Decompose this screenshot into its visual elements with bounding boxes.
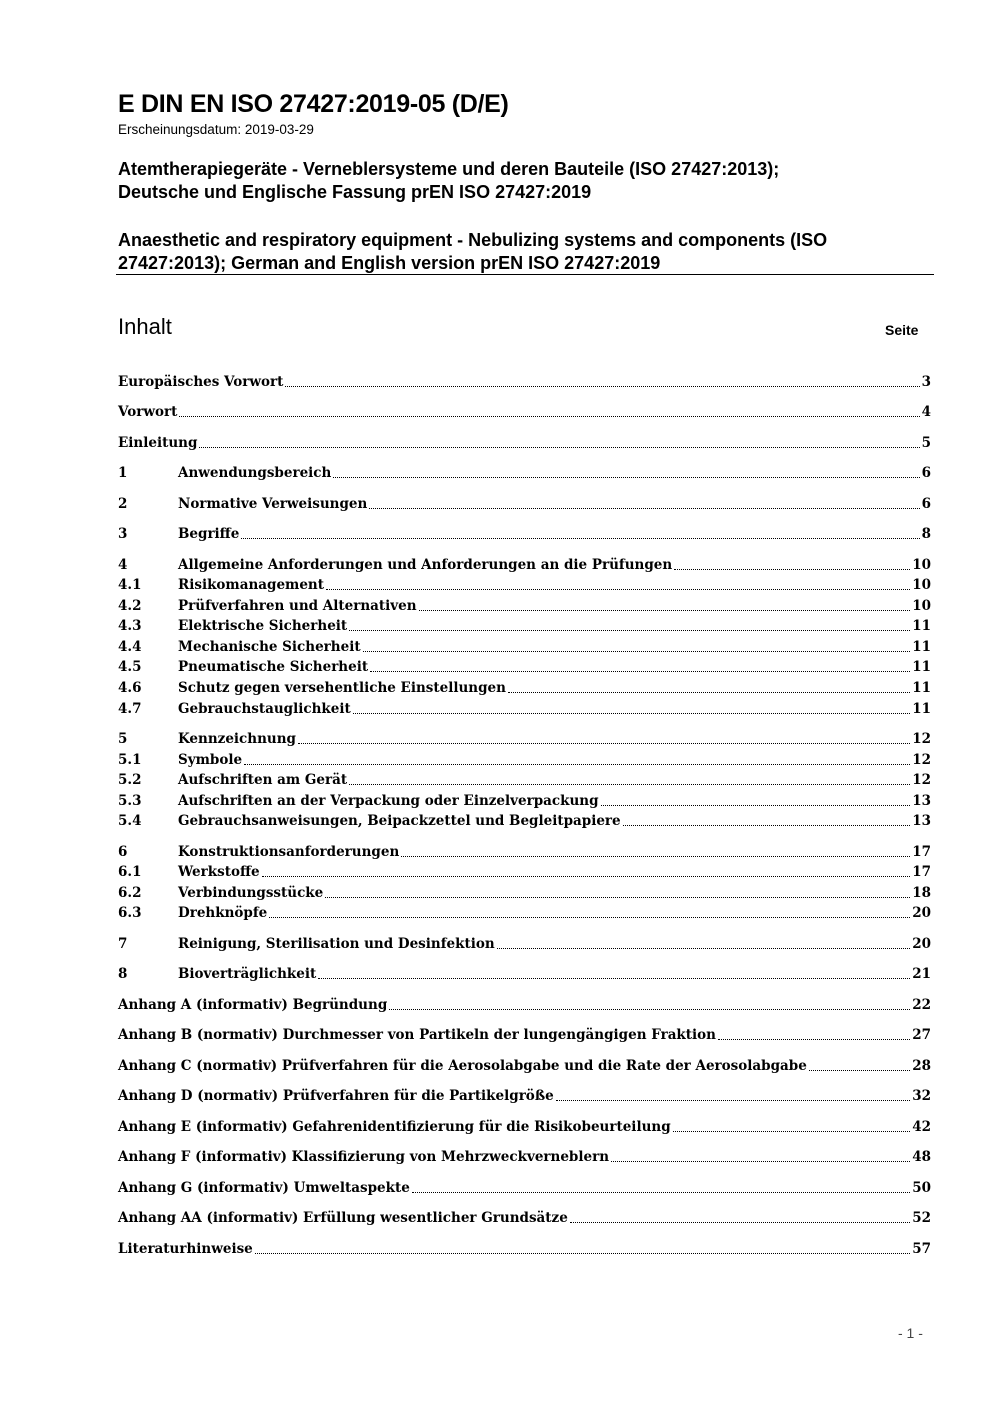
toc-heading: Inhalt	[118, 314, 172, 339]
toc-dot-leader	[674, 569, 910, 570]
toc-dot-leader	[401, 856, 910, 857]
toc-entry-number: 6	[118, 844, 128, 860]
toc-entry-title: Anhang A (informativ) Begründung	[118, 997, 388, 1013]
toc-entry-page: 12	[912, 752, 931, 768]
toc-entry[interactable]	[118, 1178, 931, 1198]
toc-entry-number: 1	[118, 465, 128, 481]
toc-entry-title: Anhang B (normativ) Durchmesser von Partikeln der lungengängigen Fraktion	[118, 1027, 716, 1043]
toc-entry-page: 20	[912, 936, 931, 952]
toc-entry-page: 6	[921, 496, 931, 512]
toc-dot-leader	[809, 1070, 910, 1071]
toc-entry-page: 6	[921, 465, 931, 481]
toc-entry-title: Pneumatische Sicherheit	[178, 659, 369, 675]
toc-entry-title: Anhang F (informativ) Klassifizierung von Mehrzweckverneblern	[118, 1149, 610, 1165]
toc-dot-leader	[298, 743, 910, 744]
toc-dot-leader	[199, 447, 919, 448]
toc-entry-page: 10	[912, 577, 931, 593]
toc-entry-number: 7	[118, 936, 128, 952]
title-german-line-2: Deutsche und Englische Fassung prEN ISO 27427:2019	[118, 182, 592, 202]
toc-entry-number: 5.3	[118, 793, 142, 809]
toc-dot-leader	[419, 610, 911, 611]
toc-dot-leader	[285, 386, 919, 387]
toc-dot-leader	[673, 1131, 911, 1132]
toc-entry-number: 2	[118, 496, 128, 512]
toc-entry[interactable]	[118, 372, 931, 392]
toc-entry[interactable]	[118, 575, 931, 595]
toc-entry[interactable]	[118, 1208, 931, 1228]
toc-entry[interactable]	[118, 657, 931, 677]
toc-dot-leader	[570, 1222, 910, 1223]
toc-entry[interactable]	[118, 934, 931, 954]
toc-entry-number: 3	[118, 526, 128, 542]
toc-entry-page: 5	[921, 435, 931, 451]
toc-dot-leader	[325, 897, 910, 898]
toc-dot-leader	[497, 948, 911, 949]
toc-dot-leader	[326, 589, 910, 590]
toc-entry-page: 11	[912, 639, 931, 655]
toc-entry[interactable]	[118, 729, 931, 749]
page-number: - 1 -	[898, 1325, 923, 1341]
toc-entry-title: Aufschriften am Gerät	[178, 772, 348, 788]
toc-entry[interactable]	[118, 750, 931, 770]
toc-dot-leader	[601, 805, 911, 806]
toc-entry[interactable]	[118, 433, 931, 453]
toc-entry-page: 10	[912, 598, 931, 614]
toc-entry-page: 12	[912, 772, 931, 788]
toc-entry-page: 42	[912, 1119, 931, 1135]
toc-entry-title: Aufschriften an der Verpackung oder Einzelverpackung	[178, 793, 599, 809]
toc-entry[interactable]	[118, 842, 931, 862]
toc-entry-number: 4.3	[118, 618, 142, 634]
toc-entry-number: 4.5	[118, 659, 142, 675]
toc-entry-title: Anhang E (informativ) Gefahrenidentifizierung für die Risikobeurteilung	[118, 1119, 671, 1135]
toc-entry[interactable]	[118, 964, 931, 984]
title-english-line-1: Anaesthetic and respiratory equipment - Nebulizing systems and components (ISO	[118, 230, 828, 250]
toc-entry[interactable]	[118, 494, 931, 514]
toc-entry-number: 4.7	[118, 701, 142, 717]
toc-entry-title: Werkstoffe	[178, 864, 260, 880]
toc-entry-number: 5.1	[118, 752, 142, 768]
toc-entry-title: Drehknöpfe	[178, 905, 268, 921]
toc-dot-leader	[349, 784, 910, 785]
toc-entry-page: 13	[912, 793, 931, 809]
toc-entry-number: 5	[118, 731, 128, 747]
toc-dot-leader	[363, 651, 911, 652]
toc-dot-leader	[718, 1039, 910, 1040]
title-german-line-1: Atemtherapiegeräte - Verneblersysteme und deren Bauteile (ISO 27427:2013);	[118, 159, 780, 179]
toc-entry-number: 4.1	[118, 577, 142, 593]
toc-entry-title: Schutz gegen versehentliche Einstellungen	[178, 680, 506, 696]
toc-entry[interactable]	[118, 555, 931, 575]
toc-entry-title: Anhang C (normativ) Prüfverfahren für die Aerosolabgabe und die Rate der Aerosolabgabe	[118, 1058, 807, 1074]
toc-entry-title: Gebrauchstauglichkeit	[178, 701, 351, 717]
toc-entry[interactable]	[118, 616, 931, 636]
toc-entry-page: 52	[912, 1210, 931, 1226]
toc-dot-leader	[389, 1009, 910, 1010]
toc-entry-number: 6.2	[118, 885, 142, 901]
toc-entry[interactable]	[118, 811, 931, 831]
toc-entry-page: 20	[912, 905, 931, 921]
toc-entry-number: 5.2	[118, 772, 142, 788]
toc-entry-title: Elektrische Sicherheit	[178, 618, 348, 634]
toc-entry[interactable]	[118, 862, 931, 882]
toc-entry-number: 6.1	[118, 864, 142, 880]
toc-entry-page: 18	[912, 885, 931, 901]
toc-dot-leader	[179, 416, 919, 417]
toc-entry[interactable]	[118, 402, 931, 422]
toc-entry-number: 5.4	[118, 813, 142, 829]
toc-entry-page: 11	[912, 659, 931, 675]
toc-entry-title: Verbindungsstücke	[178, 885, 324, 901]
toc-entry-page: 22	[912, 997, 931, 1013]
toc-entry[interactable]	[118, 637, 931, 657]
toc-entry-number: 4	[118, 557, 128, 573]
toc-entry-title: Anhang D (normativ) Prüfverfahren für die Partikelgröße	[118, 1088, 554, 1104]
toc-entry-page: 57	[912, 1241, 931, 1257]
toc-page-column-label: Seite	[885, 322, 919, 338]
toc-entry[interactable]	[118, 1025, 931, 1045]
toc-entry-title: Symbole	[178, 752, 243, 768]
toc-entry-number: 4.6	[118, 680, 142, 696]
title-english	[118, 229, 938, 275]
toc-entry-page: 3	[921, 374, 931, 390]
toc-entry-page: 50	[912, 1180, 931, 1196]
toc-entry[interactable]	[118, 678, 931, 698]
toc-entry-title: Allgemeine Anforderungen und Anforderungen an die Prüfungen	[178, 557, 673, 573]
toc-entry-title: Literaturhinweise	[118, 1241, 253, 1257]
toc-entry[interactable]	[118, 596, 931, 616]
header-divider	[116, 274, 934, 275]
toc-dot-leader	[269, 917, 910, 918]
title-english-line-2: 27427:2013); German and English version prEN ISO 27427:2019	[118, 253, 661, 273]
toc-dot-leader	[244, 764, 910, 765]
toc-entry[interactable]	[118, 1239, 931, 1259]
toc-entry-page: 12	[912, 731, 931, 747]
title-german	[118, 158, 938, 204]
toc-entry[interactable]	[118, 770, 931, 790]
toc-entry-number: 8	[118, 966, 128, 982]
toc-entry-title: Mechanische Sicherheit	[178, 639, 361, 655]
toc-entry-title: Anhang G (informativ) Umweltaspekte	[118, 1180, 410, 1196]
toc-entry[interactable]	[118, 883, 931, 903]
toc-entry-title: Bioverträglichkeit	[178, 966, 317, 982]
toc-entry-number: 4.2	[118, 598, 142, 614]
toc-entry[interactable]	[118, 903, 931, 923]
toc-entry-page: 21	[912, 966, 931, 982]
document-id: E DIN EN ISO 27427:2019-05 (D/E)	[118, 90, 509, 118]
toc-entry-page: 48	[912, 1149, 931, 1165]
toc-entry[interactable]	[118, 463, 931, 483]
toc-entry[interactable]	[118, 1086, 931, 1106]
toc-entry-number: 4.4	[118, 639, 142, 655]
toc-entry-title: Einleitung	[118, 435, 198, 451]
toc-entry[interactable]	[118, 791, 931, 811]
toc-entry[interactable]	[118, 1147, 931, 1167]
toc-entry-page: 32	[912, 1088, 931, 1104]
toc-entry-page: 28	[912, 1058, 931, 1074]
toc-entry-page: 17	[912, 864, 931, 880]
toc-dot-leader	[349, 630, 910, 631]
toc-entry-title: Kennzeichnung	[178, 731, 296, 747]
toc-entry-title: Vorwort	[118, 404, 178, 420]
toc-entry-page: 11	[912, 618, 931, 634]
toc-entry-title: Prüfverfahren und Alternativen	[178, 598, 417, 614]
toc-dot-leader	[556, 1100, 911, 1101]
toc-entry-title: Gebrauchsanweisungen, Beipackzettel und Begleitpapiere	[178, 813, 621, 829]
toc-dot-leader	[262, 876, 911, 877]
toc-dot-leader	[611, 1161, 910, 1162]
toc-entry-page: 27	[912, 1027, 931, 1043]
toc-dot-leader	[369, 508, 919, 509]
toc-entry-page: 11	[912, 701, 931, 717]
toc-dot-leader	[508, 692, 910, 693]
toc-entry-page: 8	[921, 526, 931, 542]
toc-entry-title: Normative Verweisungen	[178, 496, 368, 512]
toc-entry-title: Europäisches Vorwort	[118, 374, 284, 390]
toc-dot-leader	[412, 1192, 910, 1193]
toc-entry-page: 13	[912, 813, 931, 829]
toc-entry[interactable]	[118, 1117, 931, 1137]
toc-dot-leader	[255, 1253, 910, 1254]
toc-entry[interactable]	[118, 699, 931, 719]
publication-date: Erscheinungsdatum: 2019-03-29	[118, 122, 314, 137]
toc-dot-leader	[333, 477, 919, 478]
toc-entry-title: Reinigung, Sterilisation und Desinfektion	[178, 936, 495, 952]
toc-entry-title: Anwendungsbereich	[178, 465, 332, 481]
toc-dot-leader	[370, 671, 910, 672]
toc-entry-page: 10	[912, 557, 931, 573]
toc-dot-leader	[318, 978, 910, 979]
toc-entry-title: Konstruktionsanforderungen	[178, 844, 400, 860]
toc-entry[interactable]	[118, 1056, 931, 1076]
toc-dot-leader	[623, 825, 911, 826]
toc-entry[interactable]	[118, 524, 931, 544]
toc-entry-page: 11	[912, 680, 931, 696]
toc-entry-number: 6.3	[118, 905, 142, 921]
toc-dot-leader	[241, 538, 919, 539]
toc-entry[interactable]	[118, 995, 931, 1015]
toc-entry-title: Begriffe	[178, 526, 240, 542]
toc-entry-page: 17	[912, 844, 931, 860]
toc-entry-title: Risikomanagement	[178, 577, 324, 593]
toc-entry-title: Anhang AA (informativ) Erfüllung wesentlicher Grundsätze	[118, 1210, 568, 1226]
toc-entry-page: 4	[921, 404, 931, 420]
toc-dot-leader	[353, 713, 910, 714]
